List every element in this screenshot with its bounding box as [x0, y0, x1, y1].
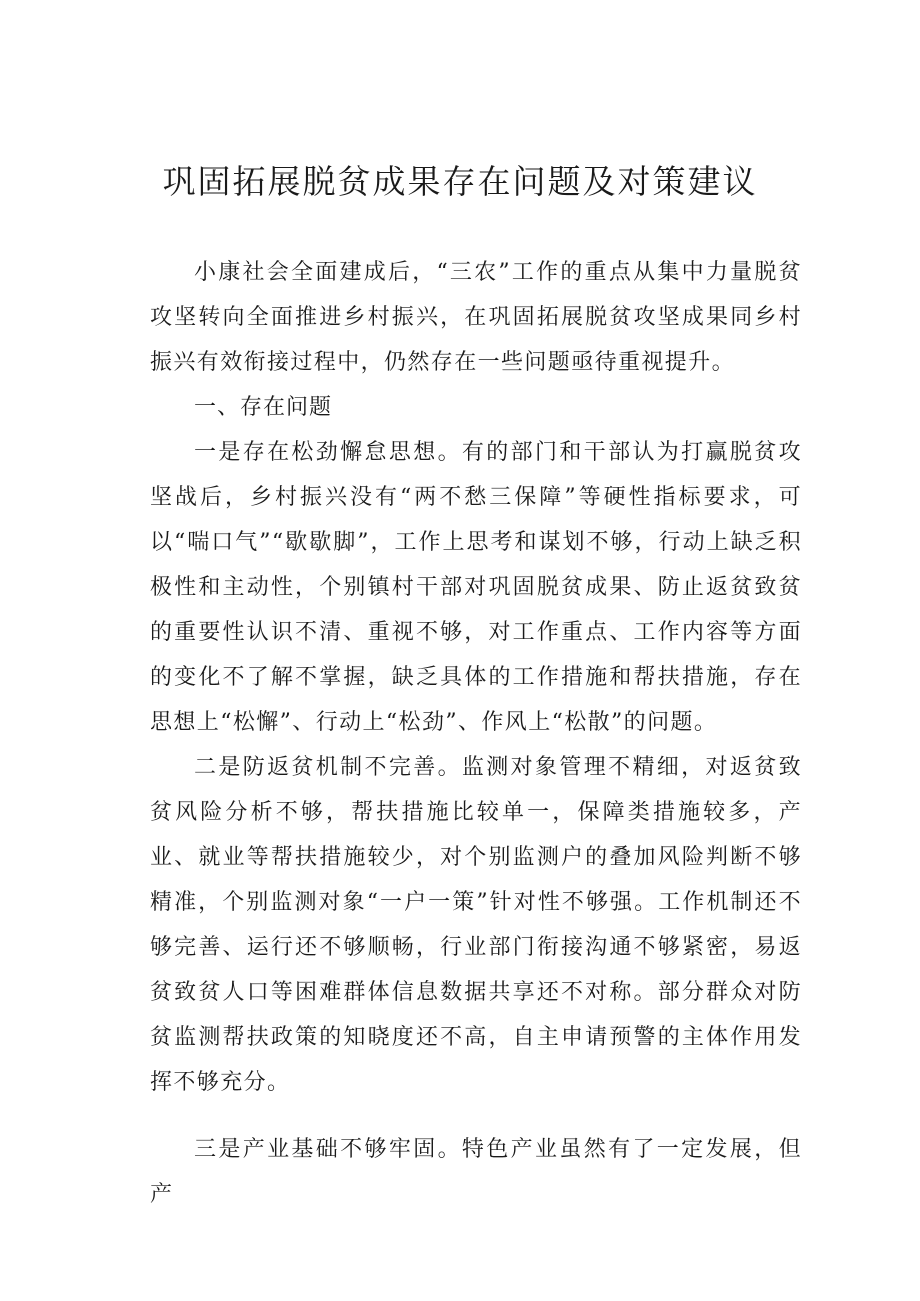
paragraph-problem-3: 三是产业基础不够牢固。特色产业虽然有了一定发展，但产	[150, 1137, 802, 1207]
document-body	[150, 250, 802, 1217]
section-heading: 一、存在问题	[194, 395, 333, 420]
paragraph-problem-1: 一是存在松劲懈怠思想。有的部门和干部认为打赢脱贫攻坚战后，乡村振兴没有“两不愁三保障”等硬性指标要求，可以“喘口气”“歇歇脚”，工作上思考和谋划不够，行动上缺乏积极性和主动性，个别镇村干部对巩固脱贫成果、防止返贫致贫的重要性认识不清、重视不够，对工作重点、工作内容等方面的变化不了解不掌握，缺乏具体的工作措施和帮扶措施，存在思想上“松懈”、行动上“松劲”、作风上“松散”的问题。	[150, 440, 802, 735]
paragraph-gap	[150, 1105, 802, 1127]
document-title: 巩固拓展脱贫成果存在问题及对策建议	[162, 162, 758, 201]
intro-paragraph: 小康社会全面建成后，“三农”工作的重点从集中力量脱贫攻坚转向全面推进乡村振兴，在巩固拓展脱贫攻坚成果同乡村振兴有效衔接过程中，仍然存在一些问题亟待重视提升。	[150, 260, 802, 375]
paragraph-problem-2: 二是防返贫机制不完善。监测对象管理不精细，对返贫致贫风险分析不够，帮扶措施比较单一，保障类措施较多，产业、就业等帮扶措施较少，对个别监测户的叠加风险判断不够精准，个别监测对象“一户一策”针对性不够强。工作机制还不够完善、运行还不够顺畅，行业部门衔接沟通不够紧密，易返贫致贫人口等困难群体信息数据共享还不对称。部分群众对防贫监测帮扶政策的知晓度还不高，自主申请预警的主体作用发挥不够充分。	[150, 755, 802, 1095]
